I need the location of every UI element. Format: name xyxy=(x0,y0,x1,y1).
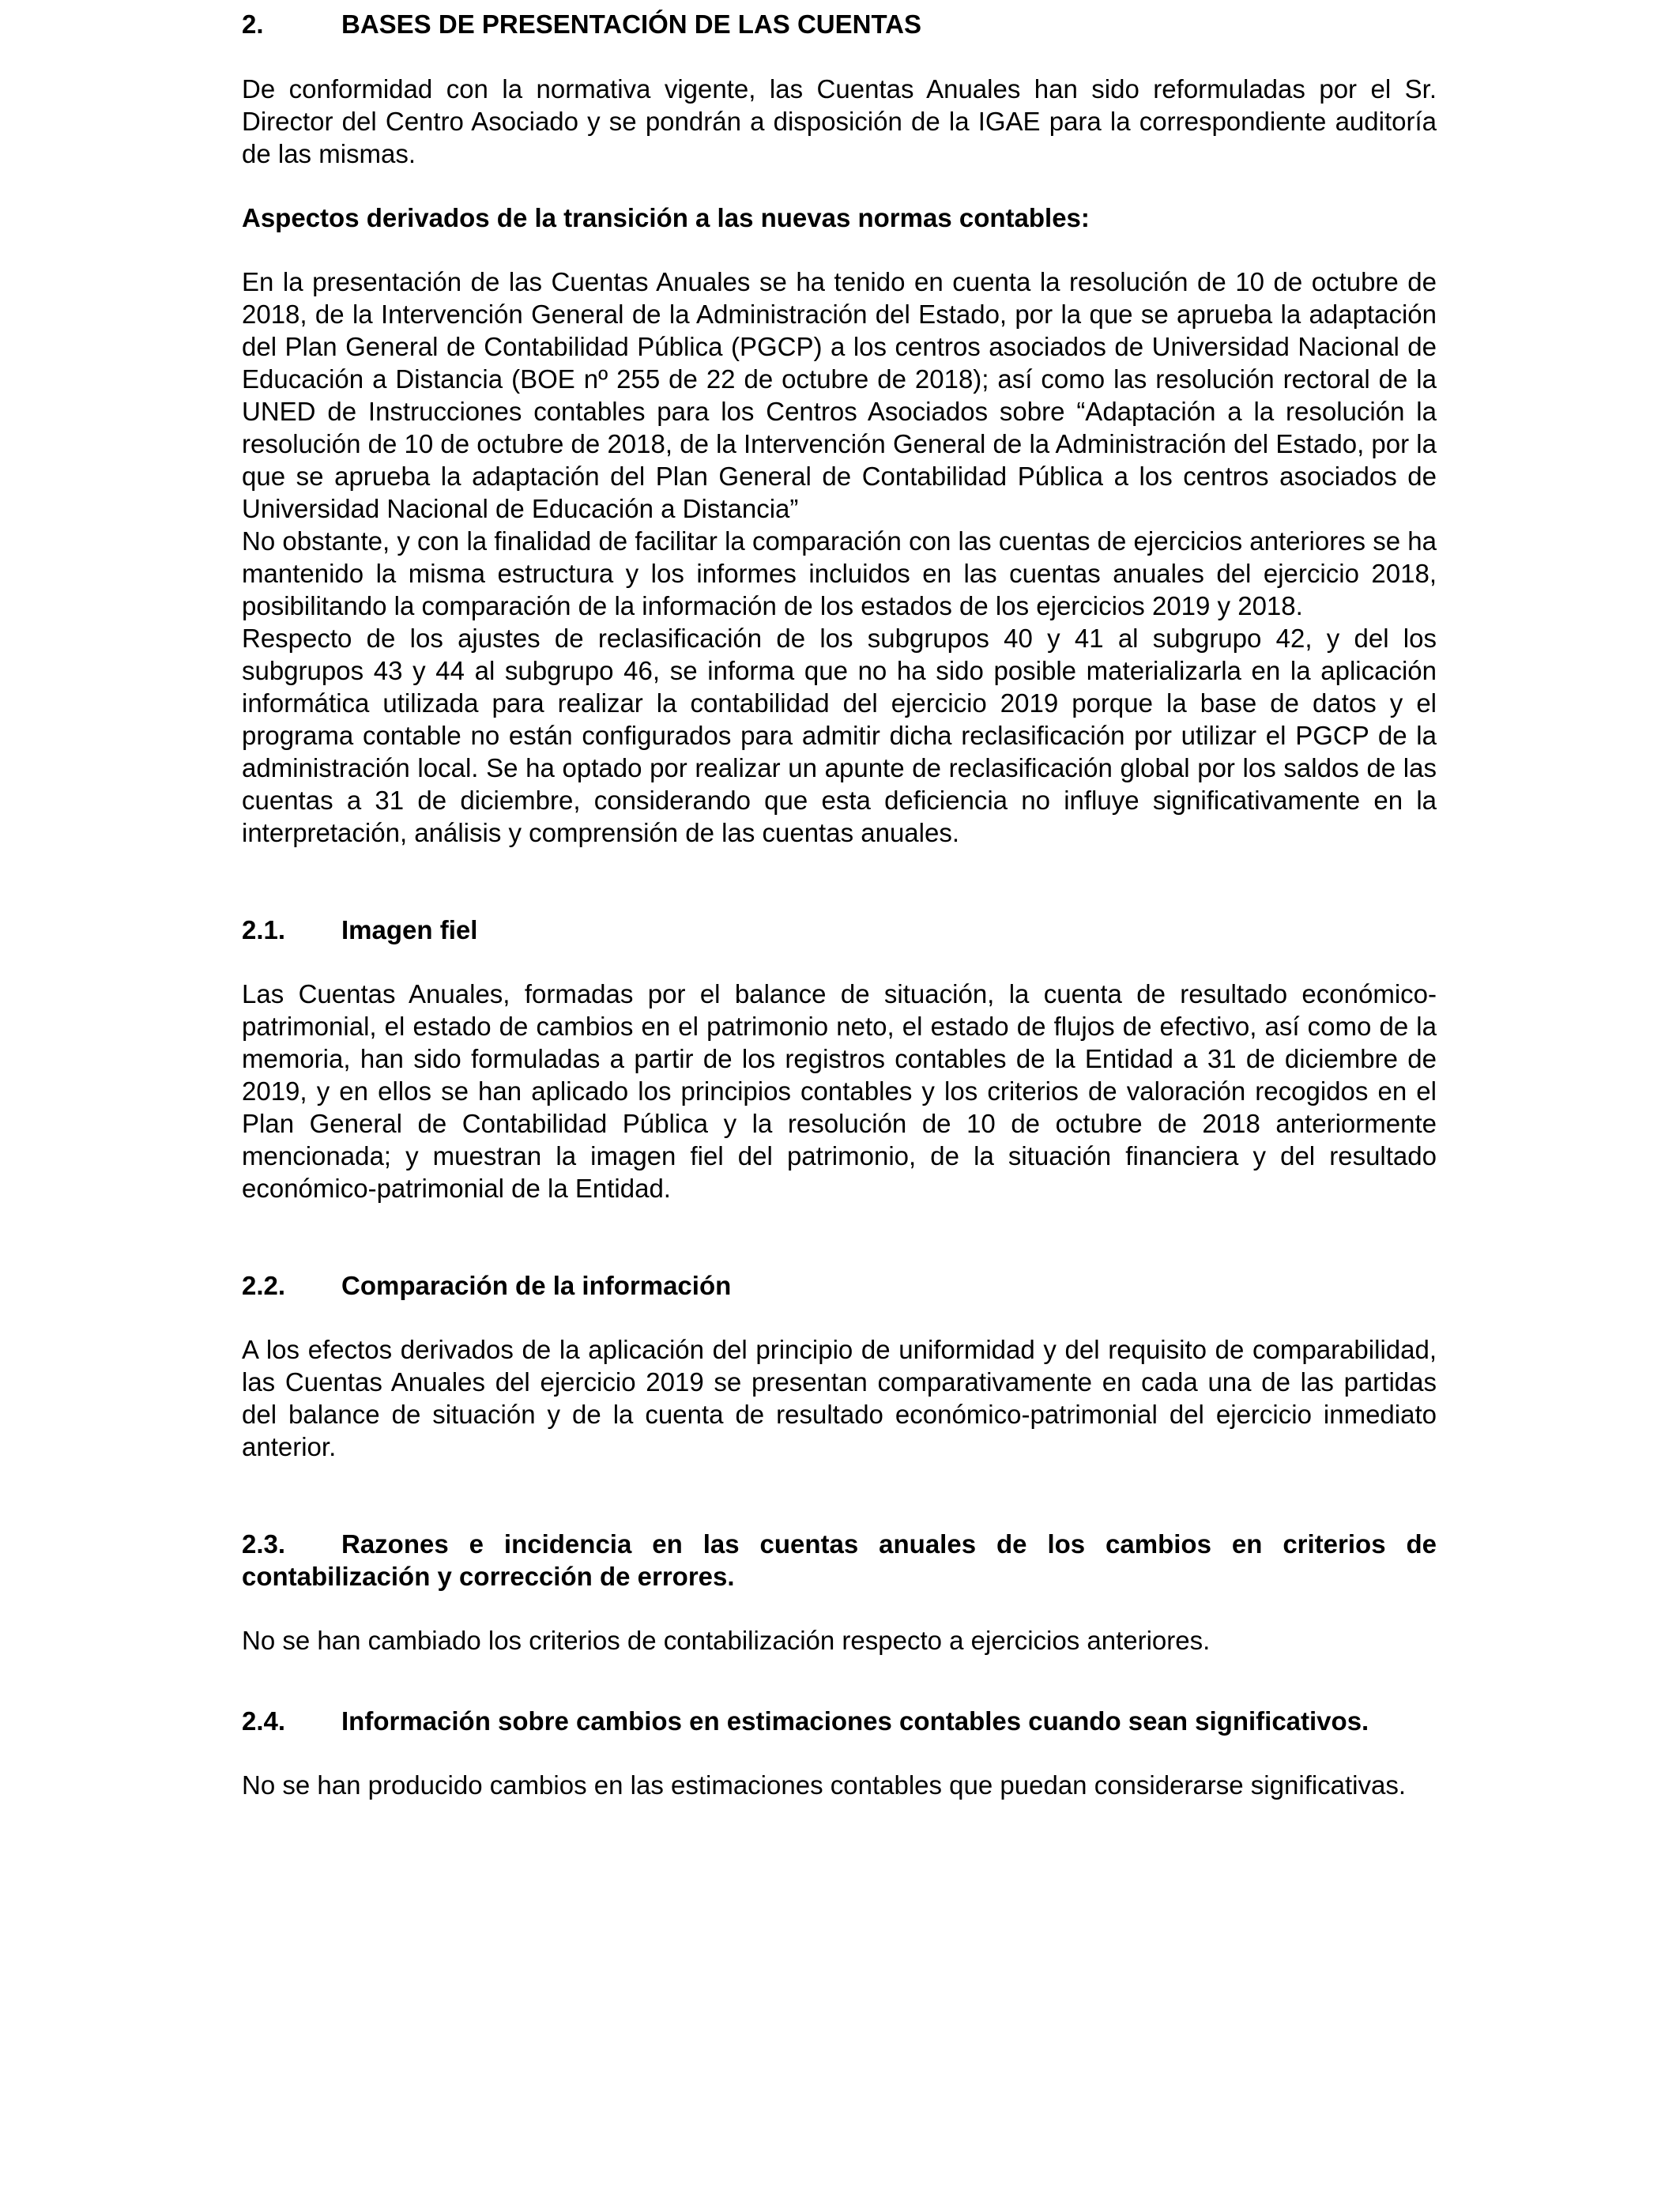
paragraph-criterios: No se han cambiado los criterios de contabilización respecto a ejercicios anteriores. xyxy=(242,1626,1211,1655)
subheading-aspectos: Aspectos derivados de la transición a las nuevas normas contables: xyxy=(242,203,1090,232)
paragraph-estimaciones: No se han producido cambios en las estimaciones contables que puedan considerarse significativas. xyxy=(242,1770,1407,1800)
section-number: 2. xyxy=(242,9,264,39)
section-heading-2-3 xyxy=(242,1528,1437,1593)
paragraph-aspectos-1: En la presentación de las Cuentas Anuales se ha tenido en cuenta la resolución de 10 de octubre de 2018, de la Intervención General de la Administración del Estado, por la que se aprueba la adaptación del Plan General de Contabilidad Pública (PGCP) a los centros asociados de Universidad Nacional de Educación a Distancia (BOE nº 255 de 22 de octubre de 2018); así como las resolución rectoral de la UNED de Instrucciones contables para los Centros Asociados sobre “Adaptación a la resolución la resolución de 10 de octubre de 2018, de la Intervención General de la Administración del Estado, por la que se aprueba la adaptación del Plan General de Contabilidad Pública a los centros asociados de Universidad Nacional de Educación a Distancia” xyxy=(242,267,1437,523)
section-title: Imagen fiel xyxy=(341,915,478,944)
section-title: Información sobre cambios en estimaciones contables cuando sean significativos. xyxy=(341,1706,1369,1736)
paragraph-aspectos-2: No obstante, y con la finalidad de facilitar la comparación con las cuentas de ejercicios anteriores se ha mantenido la misma estructura y los informes incluidos en las cuentas anuales del ejercicio 2018, posibilitando la comparación de la información de los estados de los ejercicios 2019 y 2018. xyxy=(242,526,1437,620)
section-heading-2 xyxy=(242,8,1437,40)
section-title: Comparación de la información xyxy=(341,1271,732,1300)
section-number: 2.3. xyxy=(242,1529,286,1559)
section-title: Razones e incidencia en las cuentas anuales de los cambios en criterios de contabilización y corrección de errores. xyxy=(242,1529,1437,1591)
section-number: 2.4. xyxy=(242,1706,286,1736)
section-number: 2.1. xyxy=(242,915,286,944)
paragraph-aspectos-3: Respecto de los ajustes de reclasificación de los subgrupos 40 y 41 al subgrupo 42, y del los subgrupos 43 y 44 al subgrupo 46, se informa que no ha sido posible materializarla en la aplicación informática utilizada para realizar la contabilidad del ejercicio 2019 porque la base de datos y el programa contable no están configurados para admitir dicha reclasificación por utilizar el PGCP de la administración local. Se ha optado por realizar un apunte de reclasificación global por los saldos de las cuentas a 31 de diciembre, considerando que esta deficiencia no influye significativamente en la interpretación, análisis y comprensión de las cuentas anuales. xyxy=(242,624,1437,847)
section-number: 2.2. xyxy=(242,1271,286,1300)
section-heading-2-1 xyxy=(242,914,1437,946)
section-title: BASES DE PRESENTACIÓN DE LAS CUENTAS xyxy=(341,9,922,39)
paragraph-intro: De conformidad con la normativa vigente, las Cuentas Anuales han sido reformuladas por el Sr. Director del Centro Asociado y se pondrán a disposición de la IGAE para la correspondiente auditoría de las mismas. xyxy=(242,74,1437,168)
document-page xyxy=(242,0,1437,1801)
paragraph-comparacion: A los efectos derivados de la aplicación del principio de uniformidad y del requisito de comparabilidad, las Cuentas Anuales del ejercicio 2019 se presentan comparativamente en cada una de las partidas del balance de situación y de la cuenta de resultado económico-patrimonial del ejercicio inmediato anterior. xyxy=(242,1335,1437,1461)
section-heading-2-2 xyxy=(242,1269,1437,1302)
paragraph-imagen-fiel: Las Cuentas Anuales, formadas por el balance de situación, la cuenta de resultado económico-patrimonial, el estado de cambios en el patrimonio neto, el estado de flujos de efectivo, así como de la memoria, han sido formuladas a partir de los registros contables de la Entidad a 31 de diciembre de 2019, y en ellos se han aplicado los principios contables y los criterios de valoración recogidos en el Plan General de Contabilidad Pública y la resolución de 10 de octubre de 2018 anteriormente mencionada; y muestran la imagen fiel del patrimonio, de la situación financiera y del resultado económico-patrimonial de la Entidad. xyxy=(242,979,1437,1203)
section-heading-2-4 xyxy=(242,1705,1437,1737)
